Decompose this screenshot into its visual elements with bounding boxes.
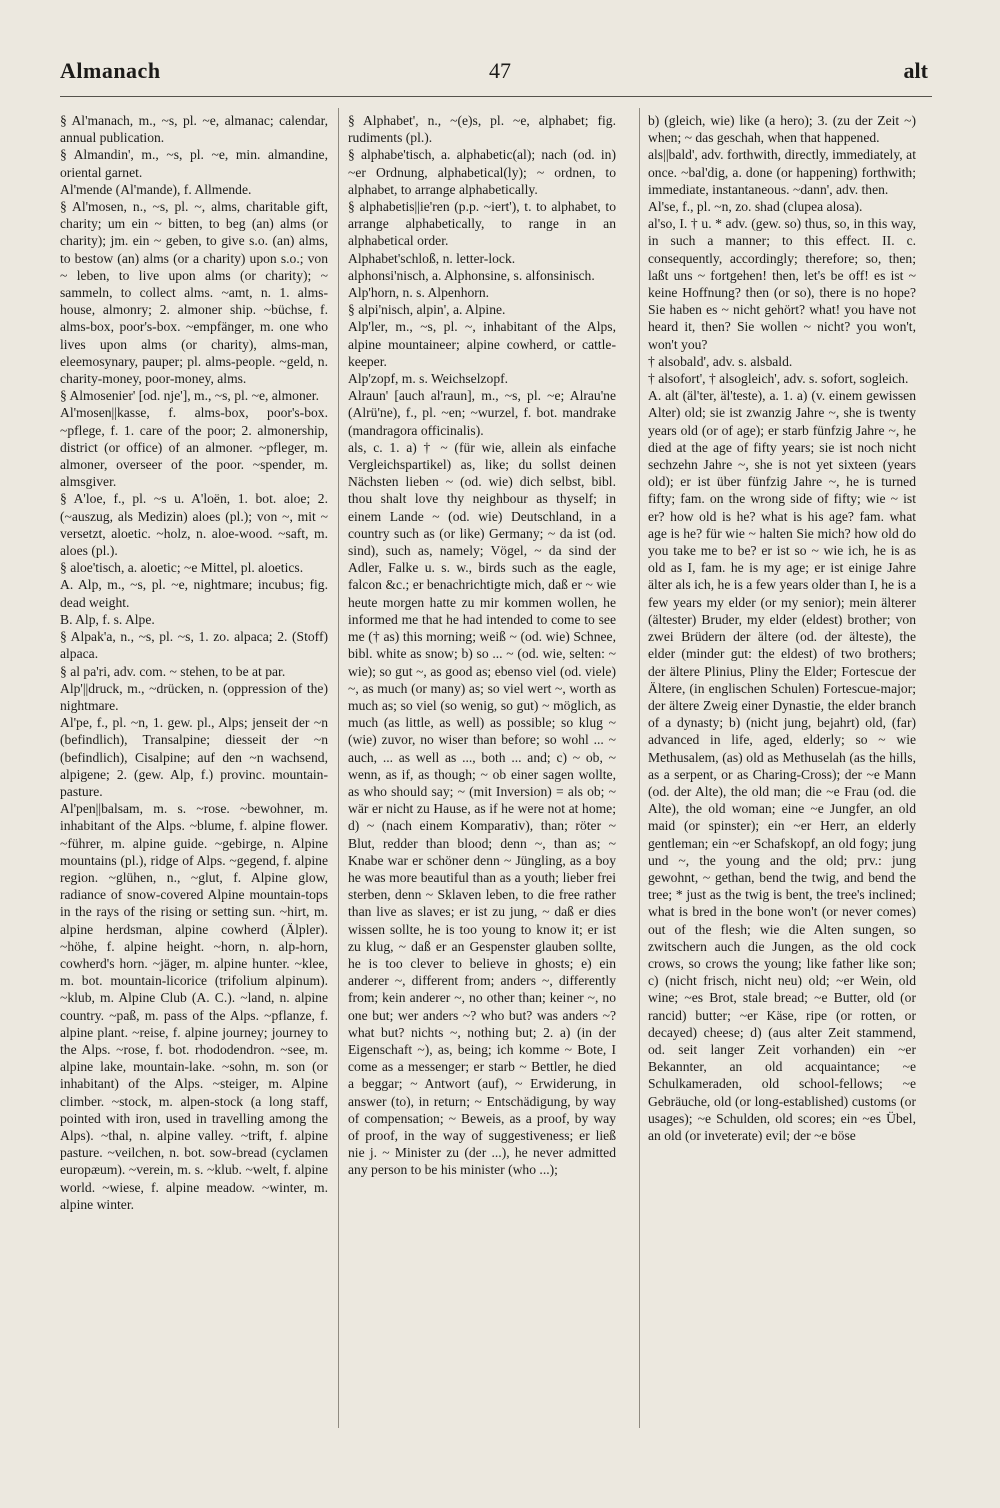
dictionary-entry: § Almandin', m., ~s, pl. ~e, min. almandine, oriental garnet. <box>60 147 328 180</box>
running-head-right: alt <box>903 58 928 83</box>
dictionary-entry: § Al'manach, m., ~s, pl. ~e, almanac; calendar, annual publication. <box>60 113 328 146</box>
dictionary-entry: § aloe'tisch, a. aloetic; ~e Mittel, pl. aloetics. <box>60 560 304 576</box>
dictionary-entry: § Alphabet', n., ~(e)s, pl. ~e, alphabet; fig. rudiments (pl.). <box>348 113 616 146</box>
dictionary-entry: Al'mosen||kasse, f. alms-box, poor's-box. ~pflege, f. 1. care of the poor; 2. almonership, district (or office) of an almoner. ~pfleger, m. almoner, overseer of the poor. ~spender, m. almsgiver. <box>60 405 328 490</box>
dictionary-entry: † alsofort', † alsogleich', adv. s. sofort, sogleich. <box>648 371 909 387</box>
dictionary-entry: als||bald', adv. forthwith, directly, immediately, at once. ~bal'dig, a. done (or happening) forthwith; immediate, instantaneous. ~dann', adv. then. <box>648 147 916 197</box>
dictionary-entry: § al pa'ri, adv. com. ~ stehen, to be at par. <box>60 663 286 679</box>
dictionary-entry: als, c. 1. a) † ~ (für wie, allein als einfache Vergleichspartikel) as, like; du sollst deinen Nächsten lieben ~ (od. wie) dich selbst, bibl. thou shalt love thy neighbour as thyself; in einem Lande ~ (od. wie) Deutschland, in a country such as (or like) Germany; ~ da ist (od. sind), such as, namely; Vögel, ~ da sind der Adler, Falke u. s. w., birds such as the eagle, falcon &c.; er benachrichtigte mich, daß er ~ wie heute morgen hatte zu mir kommen wollen, he informed me that he had intended to come to see me († as) this morning; weiß ~ (od. wie) Schnee, bibl. white as snow; b) so ... ~ (od. wie, selten: ~ wie); so gut ~, as good as; ebenso viel (od. viele) ~, as much (or many) as; so viel wert ~, worth as much as; so viel (so wenig, so gut) ~ möglich, as much (as little, as well) as possible; so klug ~ (wie) zuvor, no wiser than before; so wohl ... ~ auch, ... as well as ..., both ... and; c) ~ ob, ~ wenn, as if, as though; ~ ob einer sagen wollte, as who should say; ~ (mit Inversion) = als ob; ~ wär er nicht zu Hause, as if he were not at home; d) ~ (nach einem Komparativ), than; röter ~ Blut, redder than blood; denn ~, than as; ~ Knabe war er schöner denn ~ Jüngling, as a boy he was more beautiful than as a youth; lieber frei sterben, denn ~ Sklaven leben, to die free rather than live as slaves; er ist zu jung, ~ daß er dies wissen sollte, he is too young to know it; er ist zu klug, ~ daß er an Gespenster glauben sollte, he is too clever to believe in ghosts; e) ein anderer ~, different from; anders ~, differently from; kein anderer ~, no other than; keiner ~, no one but; wer anders ~? who but? was anders ~? what but? nichts ~, nothing but; 2. a) (in der Eigenschaft ~), as, being; ich komme ~ Bote, I come as a messenger; er starb ~ Bettler, he died a beggar; ~ Antwort (auf), ~ Erwiderung, in answer (to), in return; ~ Entschädigung, by way of compensation; ~ Beweis, as a proof, by way of proof, in the way of suggestiveness; er ließ nie j. ~ Minister zu (der ...), he never admitted any person to be his minister (who ...); <box>348 439 616 1178</box>
dictionary-entry: alphonsi'nisch, a. Alphonsine, s. alfonsinisch. <box>348 267 595 283</box>
dictionary-entry: Al'pe, f., pl. ~n, 1. gew. pl., Alps; jenseit der ~n (befindlich), Transalpine; diesseit der ~n (befindlich), Cisalpine; auf den ~n wachsend, alpigene; 2. (gew. Alp, f.) provinc. mountain-pasture. <box>60 715 328 799</box>
dictionary-entry: § Al'mosen, n., ~s, pl. ~, alms, charitable gift, charity; um ein ~ bitten, to beg (an) alms (or charity); jm. ein ~ geben, to give s.o. (an) alms, to bestow (an) alms (or a charity) upon s.o.; von ~ leben, to live upon alms (or charity); ~ sammeln, to collect alms. ~amt, n. 1. alms-house, almonry; 2. almoner ship. ~büchse, f. alms-box, poor's-box. ~empfänger, m. one who lives upon alms (or charity), alms-man, eleemosynary, pauper; pl. alms-people. ~geld, n. charity-money, poor-money, alms. <box>60 199 328 387</box>
header-rule <box>60 96 932 97</box>
dictionary-entry: A. alt (äl'ter, äl'teste), a. 1. a) (v. einem gewissen Alter) old; sie ist zwanzig Jahre ~, she is twenty years old (or of age); er starb fünfzig Jahre ~, he died at the age of fifty years; sie ist noch nicht sechzehn Jahre ~, she is not yet sixteen (years old); er ist über fünfzig Jahre ~, he is turned fifty; fam. on the wrong side of fifty; wie ~ ist er? how old is he? what is his age? fam. what age is he? für wie ~ halten Sie mich? how old do you take me to be? er ist so ~ wie ich, he is as old as I, fam. he is my age; er ist einige Jahre älter als ich, he is a few years older than I, he is a few years my elder (or my senior); mein älterer (ältester) Bruder, my elder (eldest) brother; von zwei Brüdern der ältere (od. der älteste), the elder (minder gut: the eldest) of two brothers; der ältere Plinius, Pliny the Elder; Fortescue der Ältere, (in englischen Schulen) Fortescue-major; der ältere Zweig einer Dynastie, the elder branch of a dynasty; b) (nicht jung, bejahrt) old, (far) advanced in life, aged, elderly; so ~ wie Methusalem, (as) old as Methuselah (as the hills, as a serpent, or as Charing-Cross); der ~e Mann (od. der Alte), the old man; die ~e Frau (od. die Alte), the old woman; eine ~e Jungfer, an old maid (or spinster); ein ~er Herr, an elderly gentleman; ein ~er Schafskopf, an old fogy; jung und ~, the young and the old; prv.: jung gewohnt, ~ gethan, bend the twig, and bend the tree; * just as the twig is bent, the tree's inclined; what is bred in the bone won't (or never comes) out of the flesh; wie die Alten sungen, so zwitschern auch die Jungen, as the old cock crows, so crows the young; like father like son; c) (nicht frisch, nicht neu) old; ~er Wein, old wine; ~es Brot, stale bread; ~e Butter, old (or rancid) butter; ~er Käse, ripe (or rotten, or decayed) cheese; d) (aus alter Zeit stammend, od. seit langer Zeit vorhanden) ein ~er Bekannter, an old acquaintance; ~e Schulkameraden, old school-fellows; ~e Gebräuche, old (or long-established) customs (or usages); ~e Schulden, old scores; ein ~es Übel, an old (or inveterate) evil; der ~e böse <box>648 388 916 1143</box>
dictionary-entry: B. Alp, f. s. Alpe. <box>60 611 155 627</box>
dictionary-entry: al'so, I. † u. * adv. (gew. so) thus, so, in this way, in such a manner; to this effect. II. c. consequently, accordingly; therefore; so, then; laßt uns ~ fortgehen! then, let's be off! es ist ~ keine Hoffnung? then (or so), there is no hope? Sie haben es ~ nicht gehört? what! you have not heard it, then? Sie wollen ~ nicht? you won't, won't you? <box>648 216 916 352</box>
dictionary-entry: A. Alp, m., ~s, pl. ~e, nightmare; incubus; fig. dead weight. <box>60 577 328 610</box>
dictionary-entry: † alsobald', adv. s. alsbald. <box>648 353 793 369</box>
dictionary-entry: Al'mende (Al'mande), f. Allmende. <box>60 181 252 197</box>
column-2 <box>348 112 616 1432</box>
dictionary-entry: § alpi'nisch, alpin', a. Alpine. <box>348 302 506 318</box>
column-3 <box>648 112 916 1432</box>
column-divider <box>338 108 339 1428</box>
dictionary-entry: Alp'horn, n. s. Alpenhorn. <box>348 285 490 301</box>
column-1 <box>60 112 328 1432</box>
column-divider <box>639 108 640 1428</box>
running-head-left: Almanach <box>60 58 161 83</box>
dictionary-entry: Alphabet'schloß, n. letter-lock. <box>348 250 516 266</box>
dictionary-entry: § alphabetis||ie'ren (p.p. ~iert'), t. to alphabet, to arrange alphabetically, to range in an alphabetical order. <box>348 199 616 249</box>
dictionary-entry: § Alpak'a, n., ~s, pl. ~s, 1. zo. alpaca; 2. (Stoff) alpaca. <box>60 629 328 662</box>
dictionary-entry: b) (gleich, wie) like (a hero); 3. (zu der Zeit ~) when; ~ das geschah, when that happened. <box>648 113 916 146</box>
dictionary-entry: § A'loe, f., pl. ~s u. A'loën, 1. bot. aloe; 2. (~auszug, als Medizin) aloes (pl.); von ~, mit ~ versetzt, aloetic. ~holz, n. aloe-wood. ~saft, m. aloes (pl.). <box>60 491 328 559</box>
dictionary-entry: Alp'||druck, m., ~drücken, n. (oppression of the) nightmare. <box>60 680 328 713</box>
dictionary-entry: Al'se, f., pl. ~n, zo. shad (clupea alosa). <box>648 199 863 215</box>
dictionary-entry: § Almosenier' [od. nje'], m., ~s, pl. ~e, almoner. <box>60 388 319 404</box>
dictionary-entry: Alp'zopf, m. s. Weichselzopf. <box>348 371 509 387</box>
dictionary-entry: Al'pen||balsam, m. s. ~rose. ~bewohner, m. inhabitant of the Alps. ~blume, f. alpine flower. ~führer, m. alpine guide. ~gebirge, n. Alpine mountains (pl.), ridge of Alps. ~gegend, f. alpine region. ~glühen, n., ~glut, f. Alpine glow, radiance of snow-covered Alpine mountain-tops in the rays of the rising or setting sun. ~hirt, m. alpine herdsman, alpine cowherd (Älpler). ~höhe, f. alpine height. ~horn, n. alp-horn, cowherd's horn. ~jäger, m. alpine hunter. ~klee, m. bot. mountain-licorice (trifolium alpinum). ~klub, m. Alpine Club (A. C.). ~land, n. alpine country. ~paß, m. pass of the Alps. ~pflanze, f. alpine plant. ~reise, f. alpine journey; journey to the Alps. ~rose, f. bot. rhododendron. ~see, m. alpine lake, mountain-lake. ~sohn, m. son (or inhabitant) of the Alps. ~steiger, m. Alpine climber. ~stock, m. alpen-stock (a long staff, pointed with iron, used in travelling among the Alps). ~thal, n. alpine valley. ~trift, f. alpine pasture. ~veilchen, n. bot. sow-bread (cyclamen europæum). ~verein, m. s. ~klub. ~welt, f. alpine world. ~wiese, f. alpine meadow. ~winter, m. alpine winter. <box>60 801 328 1212</box>
dictionary-entry: Alp'ler, m., ~s, pl. ~, inhabitant of the Alps, alpine mountaineer; alpine cowherd, or cattle-keeper. <box>348 319 616 369</box>
dictionary-entry: Alraun' [auch al'raun], m., ~s, pl. ~e; Alrau'ne (Alrü'ne), f., pl. ~en; ~wurzel, f. bot. mandrake (mandragora officinalis). <box>348 388 616 438</box>
page-number: 47 <box>489 58 511 83</box>
dictionary-entry: § alphabe'tisch, a. alphabetic(al); nach (od. in) ~er Ordnung, alphabetical(ly); ~ ordnen, to alphabet, to arrange alphabetically. <box>348 147 616 197</box>
